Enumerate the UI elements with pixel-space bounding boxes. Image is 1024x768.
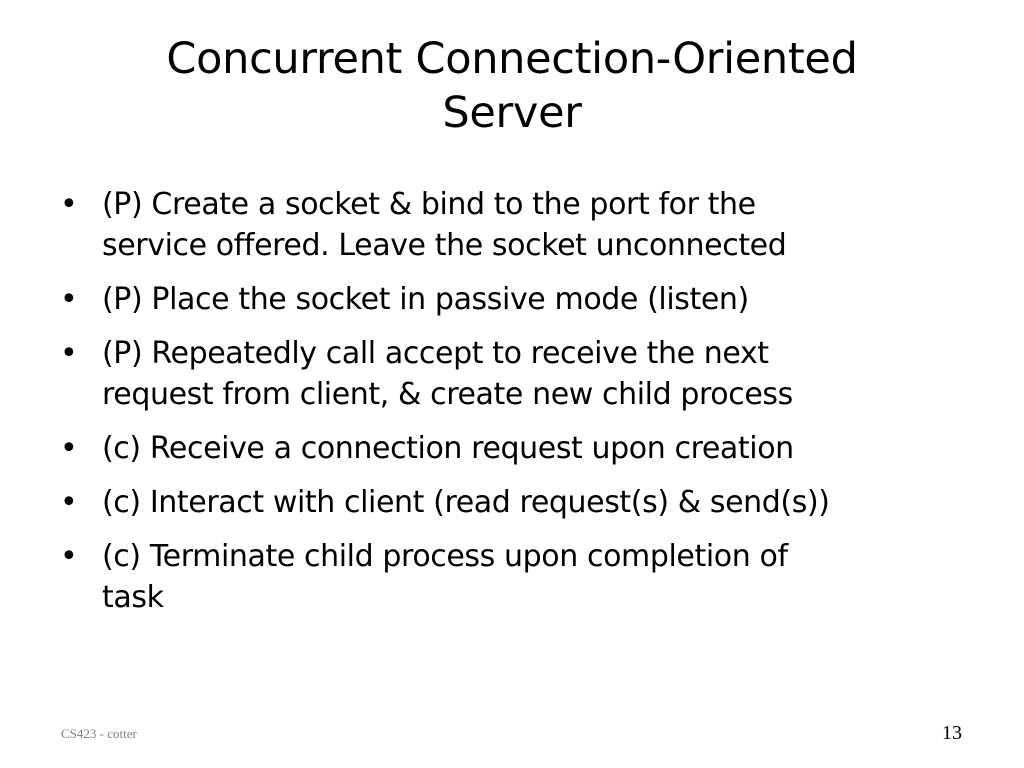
footer-page-number: 13 — [942, 722, 962, 744]
bullet-text-line: (c) Interact with client (read request(s) & send(s)) — [102, 485, 830, 520]
bullet-dot-icon: • — [60, 485, 78, 520]
bullet-text-line: (c) Receive a connection request upon creation — [102, 431, 794, 466]
slide-title — [60, 32, 964, 140]
bullet-item — [58, 333, 978, 415]
bullet-item — [58, 428, 978, 469]
bullet-item — [58, 184, 978, 266]
bullet-dot-icon: • — [60, 336, 78, 371]
slide-title-line-1: Concurrent Connection-Oriented — [166, 34, 858, 84]
bullet-dot-icon: • — [60, 431, 78, 466]
bullet-text-line: (c) Terminate child process upon completion of — [102, 539, 788, 574]
bullet-item — [58, 536, 978, 618]
bullet-text-line: (P) Repeatedly call accept to receive the next — [102, 336, 769, 371]
footer-course-label: CS423 - cotter — [61, 726, 137, 741]
bullet-text-line: service offered. Leave the socket unconnected — [102, 228, 787, 263]
bullet-text-line: task — [102, 580, 164, 615]
bullet-dot-icon: • — [60, 539, 78, 574]
bullet-dot-icon: • — [60, 187, 78, 222]
bullet-text-line: (P) Place the socket in passive mode (listen) — [102, 282, 749, 317]
bullet-list — [58, 184, 978, 631]
bullet-text-line: request from client, & create new child process — [102, 377, 793, 412]
slide-title-line-2: Server — [442, 88, 582, 138]
bullet-item — [58, 482, 978, 523]
bullet-item — [58, 279, 978, 320]
bullet-text-line: (P) Create a socket & bind to the port for the — [102, 187, 756, 222]
bullet-dot-icon: • — [60, 282, 78, 317]
